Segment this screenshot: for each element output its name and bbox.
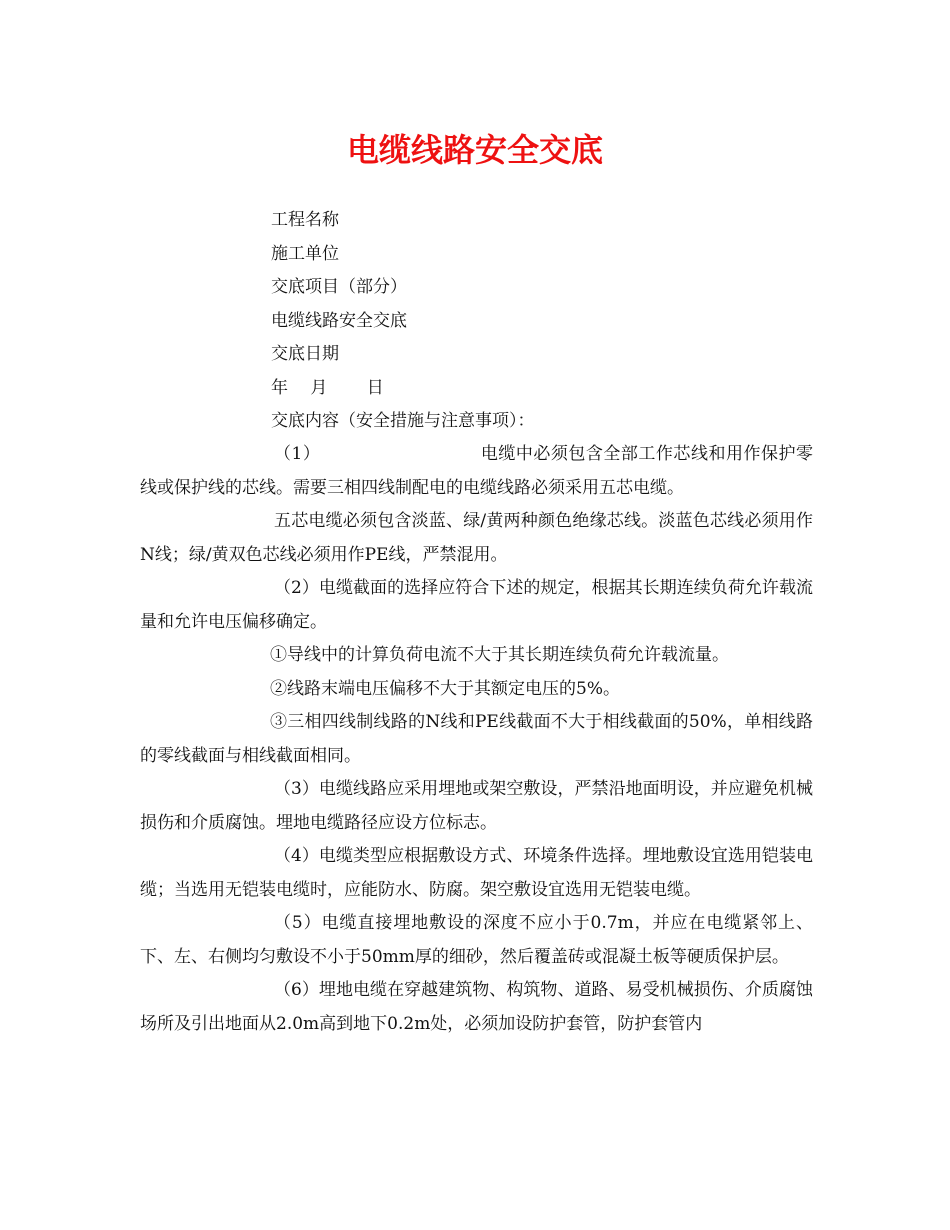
paragraph-1-text: 电缆中必须包含全部工作芯线和用作保护零线或保护线的芯线。需要三相四线制配电的电缆线路必须采用五芯电缆。 bbox=[140, 444, 813, 498]
paragraph-9: （5）电缆直接埋地敷设的深度不应小于0.7m，并应在电缆紧邻上、下、左、右侧均匀敷设不小于50mm厚的细砂，然后覆盖砖或混凝土板等硬质保护层。 bbox=[140, 913, 813, 967]
paragraph-2: 五芯电缆必须包含淡蓝、绿/黄两种颜色绝缘芯线。淡蓝色芯线必须用作N线；绿/黄双色芯线必须用作PE线，严禁混用。 bbox=[140, 511, 813, 565]
paragraph-4: ①导线中的计算负荷电流不大于其长期连续负荷允许载流量。 bbox=[270, 645, 729, 665]
paragraph-6: ③三相四线制线路的N线和PE线截面不大于相线截面的50%，单相线路的零线截面与相线截面相同。 bbox=[140, 712, 813, 766]
document-body bbox=[140, 438, 813, 1041]
paragraph-3: （2）电缆截面的选择应符合下述的规定，根据其长期连续负荷允许载流量和允许电压偏移确定。 bbox=[140, 578, 813, 632]
briefing-item-label: 交底项目（部分） bbox=[271, 277, 407, 297]
paragraph-5: ②线路末端电压偏移不大于其额定电压的5%。 bbox=[270, 678, 620, 699]
paragraph-1 bbox=[140, 438, 813, 505]
paragraph-8: （4）电缆类型应根据敷设方式、环境条件选择。埋地敷设宜选用铠装电缆；当选用无铠装电缆时，应能防水、防腐。架空敷设宜选用无铠装电缆。 bbox=[140, 846, 813, 900]
meta-block bbox=[271, 204, 831, 439]
project-name-label: 工程名称 bbox=[271, 210, 339, 230]
document-title: 电缆线路安全交底 bbox=[346, 131, 603, 169]
briefing-item-value: 电缆线路安全交底 bbox=[271, 310, 407, 331]
briefing-date-value: 年 月 日 bbox=[271, 377, 384, 398]
paragraph-10: （6）埋地电缆在穿越建筑物、构筑物、道路、易受机械损伤、介质腐蚀场所及引出地面从2.0m高到地下0.2m处，必须加设防护套管，防护套管内 bbox=[140, 980, 813, 1034]
construction-unit-label: 施工单位 bbox=[271, 243, 339, 264]
paragraph-1-lead: （1） bbox=[274, 444, 321, 464]
briefing-date-label: 交底日期 bbox=[271, 344, 339, 364]
briefing-content-label: 交底内容（安全措施与注意事项）： bbox=[271, 411, 535, 431]
paragraph-7: （3）电缆线路应采用埋地或架空敷设，严禁沿地面明设，并应避免机械损伤和介质腐蚀。埋地电缆路径应设方位标志。 bbox=[140, 779, 813, 833]
